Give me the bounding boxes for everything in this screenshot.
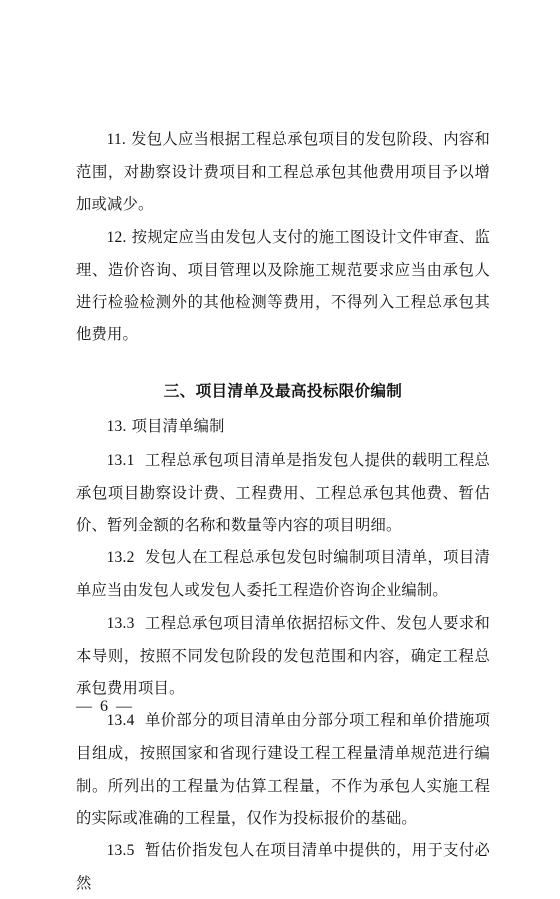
clause-text: 单价部分的项目清单由分部分项工程和单价措施项目组成，按照国家和省现行建设工程工程量清单规范进行编制。所列出的工程量为估算工程量，不作为承包人实施工程的实际或准确的工程量，仅作为投标报价的基础。 bbox=[76, 711, 491, 827]
section-heading: 三、项目清单及最高投标限价编制 bbox=[163, 382, 403, 401]
clause-number: 13.1 bbox=[106, 451, 135, 469]
clause-number: 13.2 bbox=[106, 549, 135, 567]
paragraph-number: 12. bbox=[106, 228, 127, 246]
page-number: — 6 — bbox=[76, 698, 134, 715]
clause-number: 13.4 bbox=[106, 712, 135, 730]
paragraph-text: 按规定应当由发包人支付的施工图设计文件审查、监理、造价咨询、项目管理以及除施工规范要求应当由承包人进行检验检测外的其他检测等费用，不得列入工程总承包其他费用。 bbox=[76, 227, 491, 344]
clause-text: 工程总承包项目清单依据招标文件、发包人要求和本导则，按照不同发包阶段的发包范围和内容，确定工程总承包费用项目。 bbox=[76, 613, 491, 698]
clause-text: 发包人在工程总承包发包时编制项目清单，项目清单应当由发包人或发包人委托工程造价咨询企业编制。 bbox=[76, 548, 491, 600]
section-spacer bbox=[76, 350, 490, 368]
clause-13-1 bbox=[76, 444, 490, 542]
subsection-number: 13. bbox=[106, 418, 127, 436]
clause-13-4 bbox=[76, 704, 490, 834]
clause-13-3 bbox=[76, 607, 490, 705]
paragraph-text: 发包人应当根据工程总承包项目的发包阶段、内容和范围，对勘察设计费项目和工程总承包其他费用项目予以增加或减少。 bbox=[76, 130, 490, 214]
clause-text: 工程总承包项目清单是指发包人提供的载明工程总承包项目勘察设计费、工程费用、工程总承包其他费、暂估价、暂列金额的名称和数量等内容的项目明细。 bbox=[76, 450, 491, 535]
paragraph-number: 11. bbox=[106, 131, 126, 148]
paragraph-11 bbox=[76, 123, 490, 221]
clause-text: 暂估价指发包人在项目清单中提供的，用于支付必然 bbox=[76, 841, 491, 893]
clause-number: 13.3 bbox=[106, 614, 135, 632]
subsection-title: 项目清单编制 bbox=[131, 417, 225, 436]
paragraph-12 bbox=[76, 221, 490, 351]
subsection-13 bbox=[76, 410, 490, 443]
document-body bbox=[76, 123, 490, 899]
clause-13-5 bbox=[76, 834, 490, 899]
clause-number: 13.5 bbox=[106, 842, 135, 860]
clause-13-2 bbox=[76, 541, 490, 606]
